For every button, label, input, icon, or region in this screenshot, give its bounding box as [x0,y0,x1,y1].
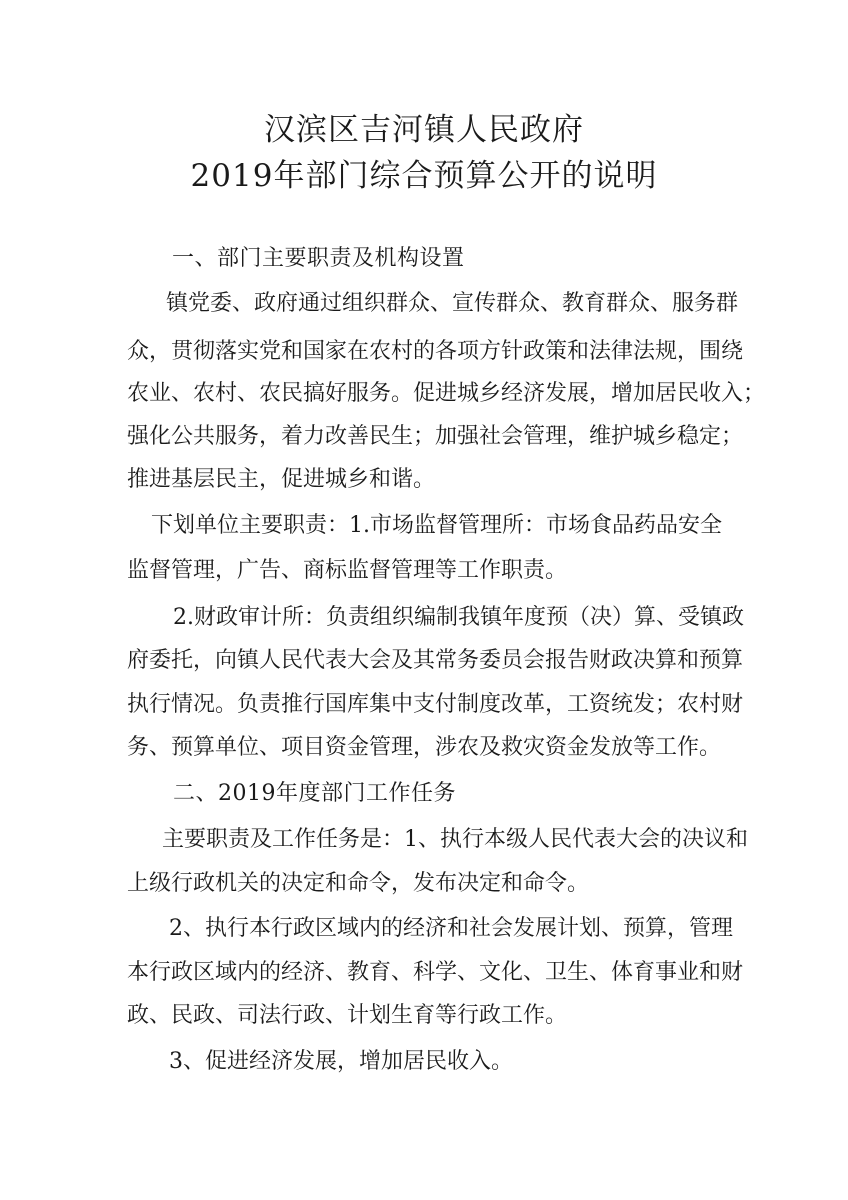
document-title-line2: 2019年部门综合预算公开的说明 [190,158,658,194]
section1-para1-line5: 推进基层民主，促进城乡和谐。 [127,467,436,492]
document-title-line1: 汉滨区吉河镇人民政府 [264,112,584,148]
section2-para2-line3: 政、民政、司法行政、计划生育等行政工作。 [127,1003,568,1028]
section2-para1-line1: 主要职责及工作任务是：1、执行本级人民代表大会的决议和 [162,827,748,852]
section1-para3-line1: 2.财政审计所：负责组织编制我镇年度预（决）算、受镇政 [173,605,744,630]
section1-para2-line2: 监督管理，广告、商标监督管理等工作职责。 [127,558,568,583]
section2-heading: 二、2019年度部门工作任务 [173,781,456,806]
section1-para3-line3: 执行情况。负责推行国库集中支付制度改革，工资统发；农村财 [127,692,744,717]
section1-para1-line1: 镇党委、政府通过组织群众、宣传群众、教育群众、服务群 [166,291,739,316]
section2-para1-line2: 上级行政机关的决定和命令，发布决定和命令。 [127,871,590,896]
section1-para1-line4: 强化公共服务，着力改善民生；加强社会管理，维护城乡稳定； [127,424,744,449]
section2-para2-line2: 本行政区域内的经济、教育、科学、文化、卫生、体育事业和财 [127,960,744,985]
section1-para1-line2: 众，贯彻落实党和国家在农村的各项方针政策和法律法规，围绕 [127,339,744,364]
section2-para2-line1: 2、执行本行政区域内的经济和社会发展计划、预算，管理 [169,916,733,941]
section1-para3-line2: 府委托，向镇人民代表大会及其常务委员会报告财政决算和预算 [127,648,744,673]
section1-para1-line3: 农业、农村、农民搞好服务。促进城乡经济发展，增加居民收入； [127,381,766,406]
section1-para3-line4: 务、预算单位、项目资金管理，涉农及救灾资金发放等工作。 [127,735,722,760]
section1-heading: 一、部门主要职责及机构设置 [172,246,465,271]
section1-para2-line1: 下划单位主要职责：1.市场监督管理所：市场食品药品安全 [151,513,722,538]
section2-para3-line1: 3、促进经济发展，增加居民收入。 [169,1049,513,1074]
